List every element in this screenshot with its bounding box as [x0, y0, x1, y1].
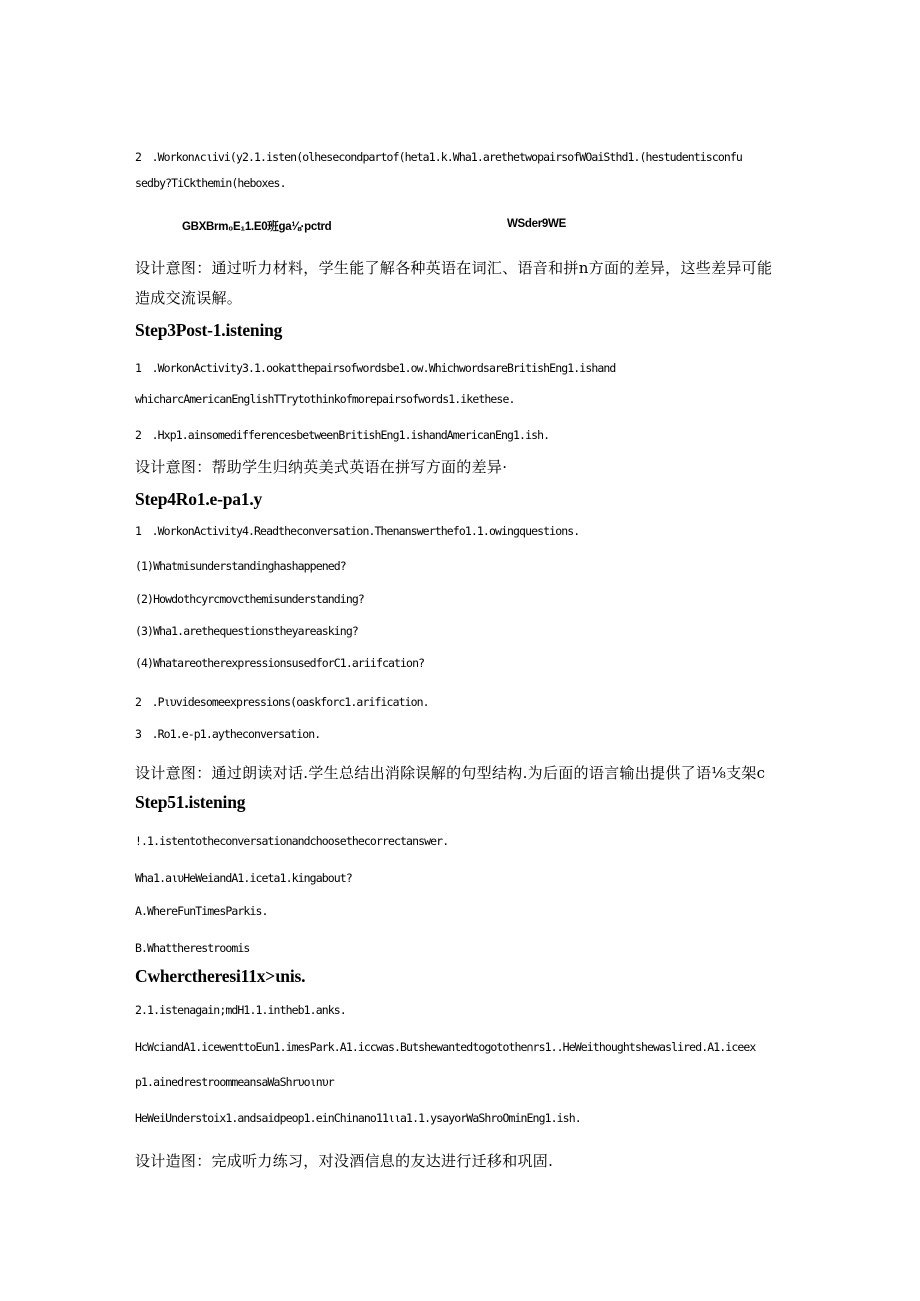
step5-passage-line3: HeWeiUnderstoix1.andsaidpeop1.einChinano11ιιa1.1.ysayorWaShroOminEng1.ish. [135, 1111, 581, 1125]
step5-passage-line1: HcWciandA1.icewenttoEun1.imesPark.A1.iccwas.Butshewantedtogotothe∩rs1..HeWeithoughtshewaslired.A1.iceex [135, 1040, 756, 1054]
step4-heading: Step4Ro1.e-pa1.y [135, 489, 263, 509]
step5-item1: !.1.istentotheconversationandchoosethecorrectanswer. [135, 834, 449, 848]
activity2-instruction-line1: 2 .Workon∧cιivi(y2.1.isten(olhesecondpartof(heta1.k.Wha1.arethetwopairsofWOaiSthd1.(hestudentisconfu [135, 150, 742, 164]
step4-question3: (3)Wha1.arethequestionstheyareasking? [135, 624, 358, 638]
design-intent-1-line1: 设计意图：通过听力材料，学生能了解各种英语在词汇、语音和拼n方面的差异，这些差异可能 [135, 259, 773, 277]
step3-item1-line1: 1 .WorkonActivity3.1.ookatthepairsofwordsbe1.ow.WhichwordsareBritishEng1.ishand [135, 361, 616, 375]
step4-question1: (1)Whatmisunderstandinghashappened? [135, 559, 346, 573]
step4-question4: (4)WhatareotherexpressionsusedforC1.ariifcation? [135, 656, 425, 670]
word-box-left: GBXBrm₀E₁1.E0班ga⅛·pctrd [182, 221, 332, 233]
step5-option-c: Cwherctheresi11x>ιnis. [135, 966, 306, 986]
step4-item3: 3 .Ro1.e-p1.aytheconversation. [135, 727, 321, 741]
design-intent-1-line2: 造成交流误解。 [135, 289, 243, 307]
step3-item1-line2: whicharcAmericanEnglishTTrytothinkofmorepairsofwords1.ikethese. [135, 392, 515, 406]
step4-question2: (2)Howdothcyrcmovcthemisunderstanding? [135, 592, 364, 606]
step4-item2: 2 .Pιυvidesomeexpressions(oaskforc1.arification. [135, 695, 429, 709]
step3-item2: 2 .Hxp1.ainsomedifferencesbetweenBritishEng1.ishandAmericanEng1.ish. [135, 428, 550, 442]
design-intent-3: 设计意图：通过朗读对话.学生总结出消除误解的句型结构.为后面的语言输出提供了语⅛支架c [135, 764, 766, 782]
step5-question: Wha1.aιυHeWeiandA1.iceta1.kingabout? [135, 871, 352, 885]
step3-heading: Step3Post-1.istening [135, 320, 283, 340]
word-box-right: WSder9WE [507, 218, 566, 230]
step5-item2: 2.1.istenagain;mdH1.1.intheb1.anks. [135, 1003, 346, 1017]
design-intent-4: 设计造图：完成听力练习，对没酒信息的友达进行迁移和巩固. [135, 1152, 554, 1170]
step5-passage-line2: p1.ainedrestroommeansaWaShrυoιnυr [135, 1075, 334, 1089]
activity2-instruction-line2: sedby?TiCkthemin(heboxes. [135, 176, 286, 190]
step5-option-a: A.WhereFunTimesParkis. [135, 904, 268, 918]
step4-item1: 1 .WorkonActivity4.Readtheconversation.Thenanswerthefo1.1.owingquestions. [135, 524, 580, 538]
design-intent-2: 设计意图：帮助学生归纳英美式英语在拼写方面的差异· [135, 458, 508, 476]
step5-option-b: B.Whattherestroomis [135, 941, 250, 955]
step5-heading: Step51.istening [135, 792, 246, 812]
